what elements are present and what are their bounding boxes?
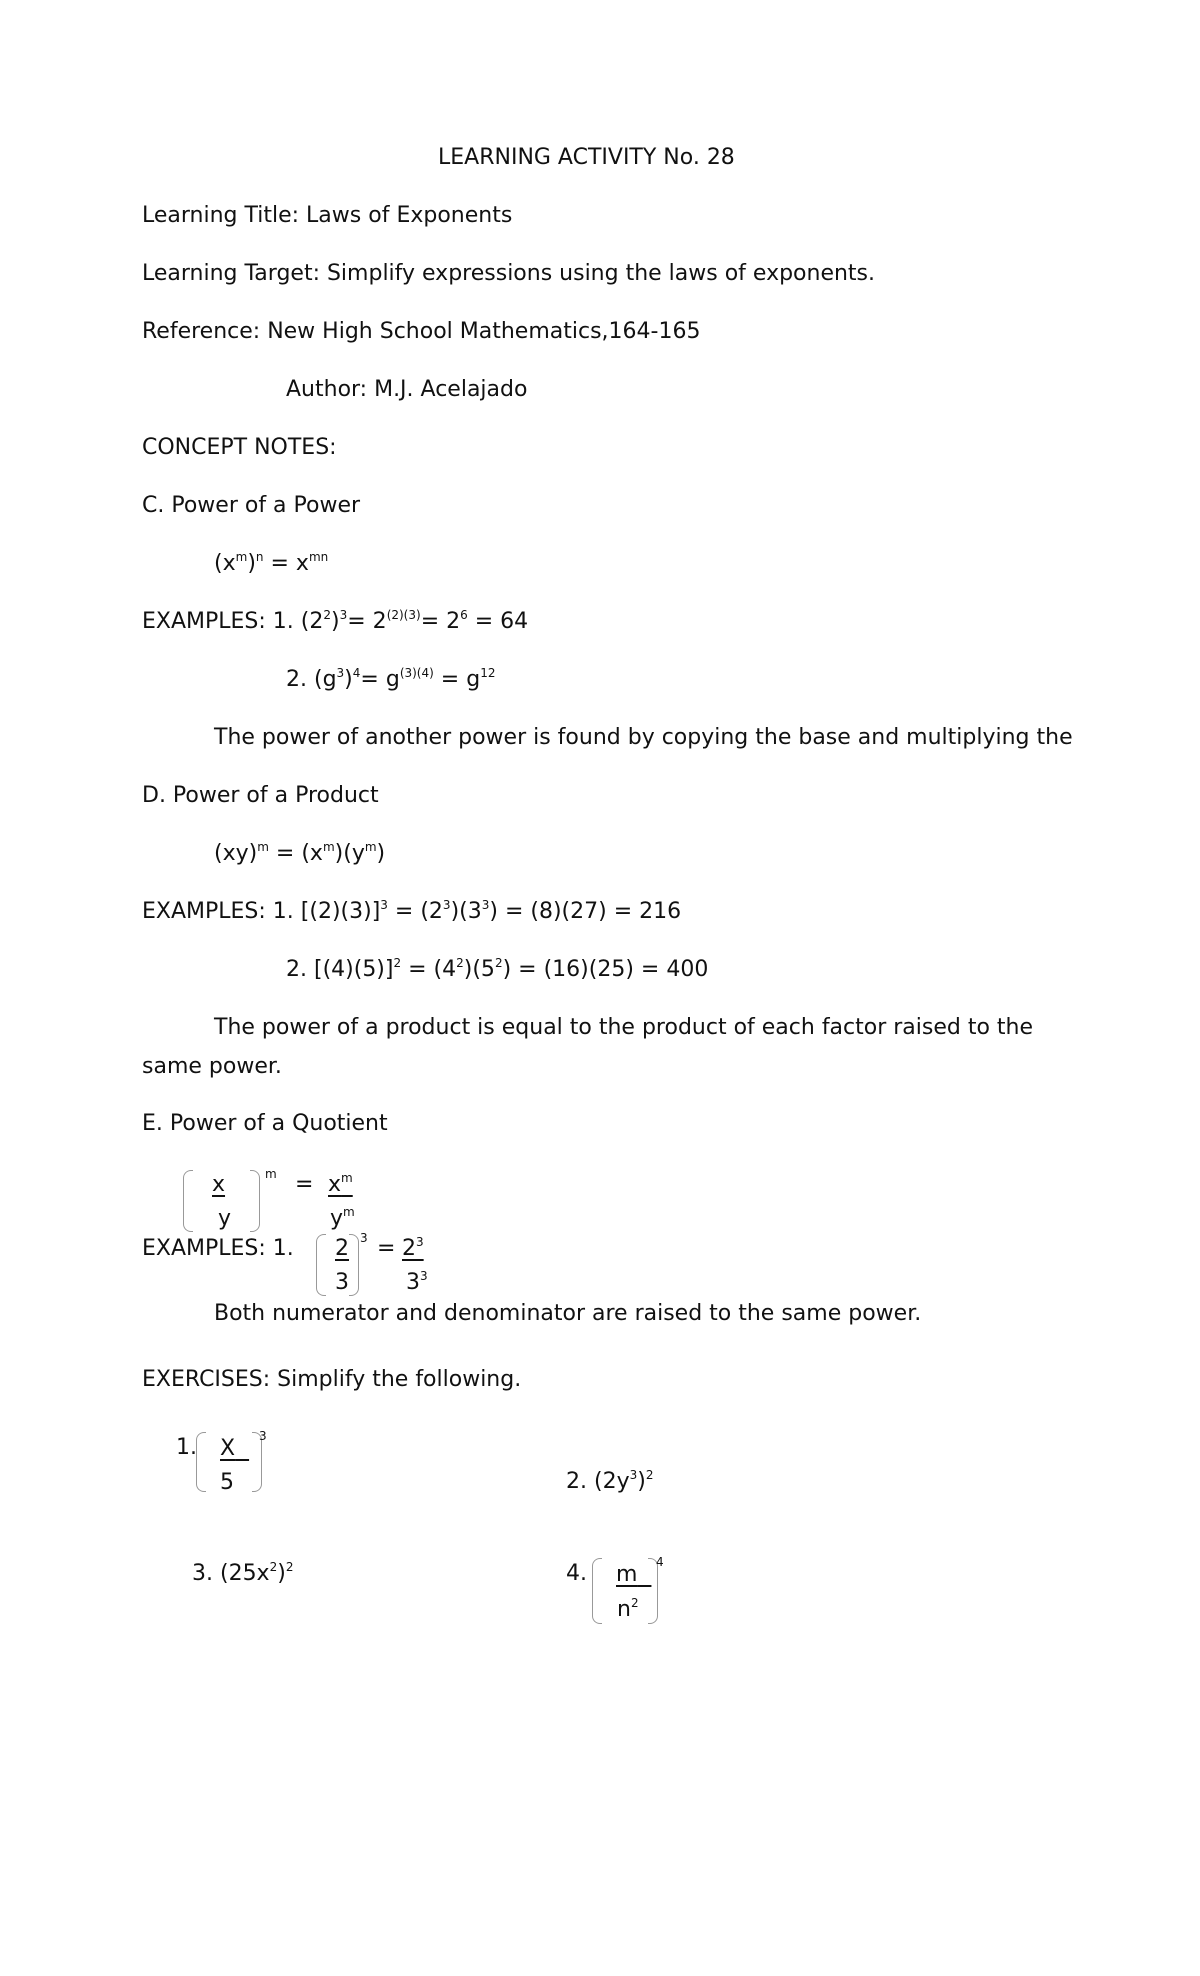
section-d-note-line-1: The power of a product is equal to the product of each factor raised to the: [214, 1015, 1034, 1040]
section-d-note-line-2: same power.: [142, 1054, 282, 1079]
result-denominator: $3^3$: [406, 1269, 428, 1295]
section-c-example-1: EXAMPLES: 1. $(2^2)^3= 2^{(2)(3)}= 2^6 = 64$: [142, 608, 529, 634]
result-denominator: $y^m$: [330, 1205, 355, 1231]
equals-sign: =: [377, 1236, 396, 1261]
exercises-heading: EXERCISES: Simplify the following.: [142, 1367, 522, 1392]
section-d-example-1: EXAMPLES: 1. $[(2)(3)]^3 = (2^3)(3^3) = (8)(27) = 216$: [142, 898, 682, 924]
left-paren: [592, 1558, 602, 1624]
section-c-heading: C. Power of a Power: [142, 493, 361, 518]
author: Author: M.J. Acelajado: [286, 377, 528, 402]
section-d-example-2: 2. $[(4)(5)]^2 = (4^2)(5^2) = (16)(25) = 400$: [286, 956, 709, 982]
equals-sign: =: [295, 1172, 314, 1197]
result-numerator: $x^m$: [328, 1171, 353, 1197]
section-e-heading: E. Power of a Quotient: [142, 1111, 388, 1136]
exercise-3: 3. $(25x^2)^2$: [192, 1560, 294, 1586]
learning-title: Learning Title: Laws of Exponents: [142, 203, 513, 228]
exponent: 3: [259, 1429, 267, 1443]
exercise-number: 4.: [566, 1561, 587, 1586]
section-e-note: Both numerator and denominator are raised to the same power.: [214, 1301, 922, 1326]
fraction-denominator: 3: [335, 1270, 349, 1295]
left-paren: [196, 1432, 206, 1492]
exercise-2: 2. $(2y^3)^2$: [566, 1468, 654, 1494]
section-c-example-2: 2. $(g^3)^4= g^{(3)(4)} = g^{12}$: [286, 666, 496, 692]
result-numerator: $2^3$: [402, 1235, 424, 1261]
fraction-denominator: y: [218, 1206, 232, 1231]
exercise-number: 1.: [176, 1435, 197, 1460]
fraction-numerator: x: [212, 1172, 226, 1197]
exponent: 4: [656, 1555, 664, 1569]
exponent: m: [265, 1167, 277, 1181]
power-of-power-rule: $(x^m)^n = x^{mn}$: [214, 550, 329, 576]
power-of-product-rule: $(xy)^m = (x^m)(y^m)$: [214, 840, 386, 866]
fraction-denominator: 5: [220, 1470, 234, 1495]
fraction-numerator: X: [220, 1436, 236, 1461]
right-paren: [250, 1170, 260, 1232]
right-paren: [349, 1234, 359, 1296]
concept-notes-heading: CONCEPT NOTES:: [142, 435, 337, 460]
activity-title: LEARNING ACTIVITY No. 28: [438, 145, 735, 170]
exponent: 3: [360, 1231, 368, 1245]
section-d-heading: D. Power of a Product: [142, 783, 379, 808]
fraction-denominator: $n^2$: [617, 1596, 639, 1622]
left-paren: [316, 1234, 326, 1296]
left-paren: [183, 1170, 193, 1232]
section-c-note: The power of another power is found by copying the base and multiplying the: [214, 725, 1073, 750]
fraction-numerator: 2: [335, 1236, 349, 1261]
learning-target: Learning Target: Simplify expressions using the laws of exponents.: [142, 261, 876, 286]
example-label: EXAMPLES: 1.: [142, 1236, 294, 1261]
reference: Reference: New High School Mathematics,164-165: [142, 319, 701, 344]
fraction-numerator: m: [616, 1562, 638, 1587]
